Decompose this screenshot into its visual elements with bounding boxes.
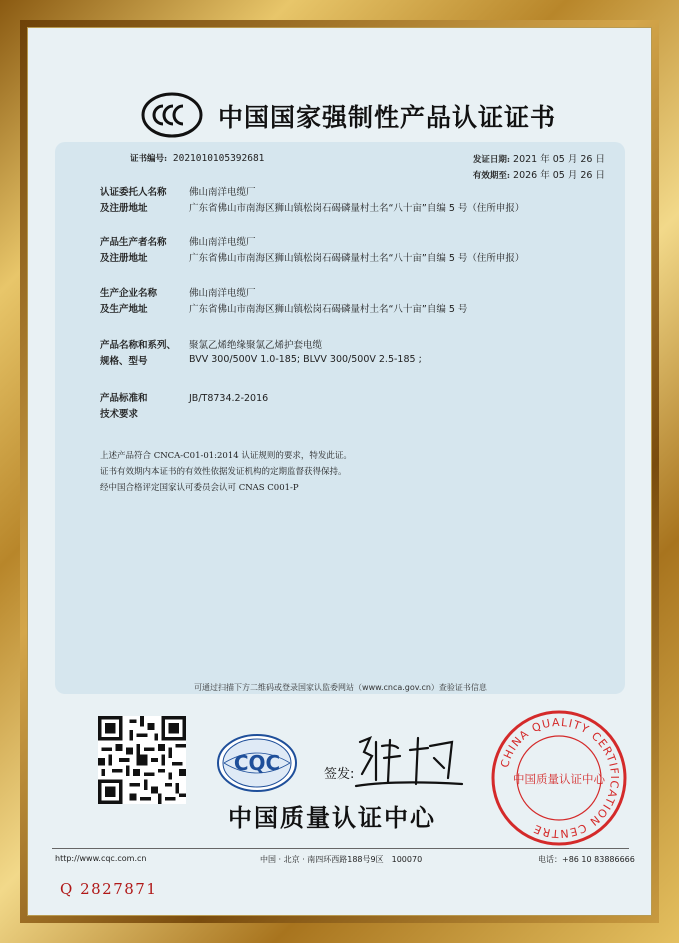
footer-divider — [52, 848, 629, 849]
statement-line: 上述产品符合 CNCA-C01-01:2014 认证规则的要求，特发此证。 — [100, 451, 352, 461]
certificate-paper — [27, 27, 652, 916]
issuing-organization: 中国质量认证中心 — [228, 804, 436, 832]
signature-icon — [354, 728, 464, 790]
section-value: BVV 300/500V 1.0-185; BLVV 300/500V 2.5-185 ; — [189, 354, 422, 365]
section-value: 佛山南洋电缆厂 — [189, 237, 256, 248]
section-value: 广东省佛山市南海区狮山镇松岗石碣磷量村土名“八十亩”自编 5 号（住所申报） — [189, 203, 525, 214]
section-value: JB/T8734.2-2016 — [189, 393, 269, 404]
issue-date-label: 发证日期: — [472, 155, 511, 165]
section-key: 技术要求 — [100, 409, 139, 420]
section-key: 及生产地址 — [100, 304, 148, 315]
seal-inner-text: 中国质量认证中心 — [513, 772, 605, 786]
verification-note: 可通过扫描下方二维码或登录国家认监委网站（www.cnca.gov.cn）查验证书信息 — [194, 683, 487, 692]
section-value: 聚氯乙烯绝缘聚氯乙烯护套电缆 — [189, 340, 323, 351]
section-key: 认证委托人名称 — [100, 187, 167, 198]
statement-line: 经中国合格评定国家认可委员会认可 CNAS C001-P — [100, 483, 299, 493]
section-value: 佛山南洋电缆厂 — [189, 288, 256, 299]
certificate-statements — [100, 448, 352, 496]
serial-number: Q 2827871 — [60, 880, 158, 898]
section-value: 广东省佛山市南海区狮山镇松岗石碣磷量村土名“八十亩”自编 5 号（住所申报） — [189, 253, 525, 264]
certificate-title: 中国国家强制性产品认证证书 — [218, 103, 557, 132]
section-key: 及注册地址 — [100, 203, 148, 214]
cqc-logo-text: CQC — [233, 751, 281, 775]
expiry-date-label: 有效期至: — [472, 171, 511, 181]
section-value: 佛山南洋电缆厂 — [189, 187, 256, 198]
qr-code-icon — [98, 716, 186, 804]
ccc-logo-icon — [141, 92, 203, 138]
expiry-date-value: 2026 年 05 月 26 日 — [513, 170, 605, 181]
section-key: 规格、型号 — [100, 356, 148, 367]
section-key: 生产企业名称 — [100, 288, 158, 299]
issue-date-value: 2021 年 05 月 26 日 — [513, 154, 605, 165]
section-value: 广东省佛山市南海区狮山镇松岗石碣磷量村土名“八十亩”自编 5 号 — [189, 304, 468, 315]
footer-address: 中国 · 北京 · 南四环西路188号9区 100070 — [260, 855, 423, 864]
certificate-number — [130, 152, 264, 164]
official-seal-icon — [490, 709, 628, 847]
cert-no-value: 2021010105392681 — [172, 153, 265, 164]
section-key: 产品名称和系列、 — [100, 340, 177, 351]
statement-line: 证书有效期内本证书的有效性依据发证机构的定期监督获得保持。 — [100, 467, 347, 477]
section-key: 及注册地址 — [100, 253, 148, 264]
footer-phone: 电话：+86 10 83886666 — [538, 855, 635, 864]
section-key: 产品标准和 — [100, 393, 148, 404]
signature-label: 签发: — [324, 767, 355, 782]
footer-website: http://www.cqc.com.cn — [55, 854, 147, 863]
seal-outer-text: CHINA QUALITY CERTIFICATION CENTRE — [498, 715, 622, 841]
cqc-logo-icon — [216, 733, 298, 793]
cert-no-label: 证书编号: — [130, 154, 168, 164]
certificate-header — [28, 86, 653, 146]
section-key: 产品生产者名称 — [100, 237, 167, 248]
certificate-body-panel — [55, 142, 625, 694]
certificate-dates — [473, 152, 605, 184]
